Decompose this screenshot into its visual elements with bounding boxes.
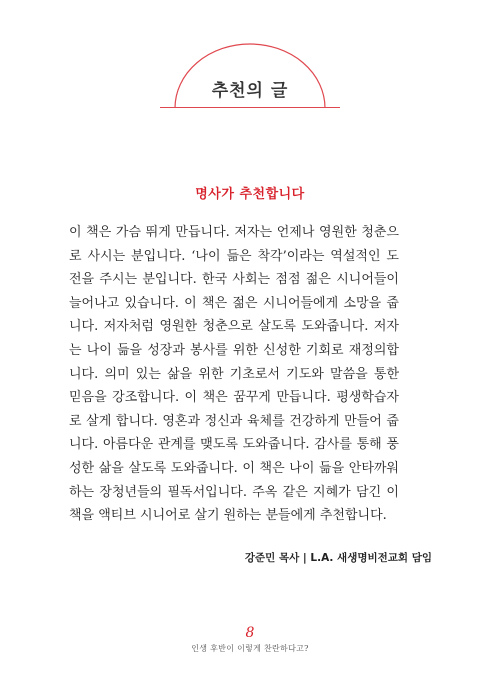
recommendation-body: 이 책은 가슴 뛰게 만듭니다. 저자는 언제나 영원한 청춘으로 사시는 분입니다. ‘나이 듦은 착각’이라는 역설적인 도전을 주시는 분입니다. 한국 사회는 점점 젊은 시니어들이 늘어나고 있습니다. 이 책은 젊은 시니어들에게 소망을 줍니다. 저자처럼 영원한 청춘으로 살도록 도와줍니다. 저자는 나이 듦을 성장과 봉사를 위한 신성한 기회로 재정의합니다. 의미 있는 삶을 위한 기초로서 기도와 말씀을 통한 믿음을 강조합니다. 이 책은 꿈꾸게 만듭니다. 평생학습자로 살게 합니다. 영혼과 정신과 육체를 건강하게 만들어 줍니다. 아름다운 관계를 맺도록 도와줍니다. 감사를 통해 풍성한 삶을 살도록 도와줍니다. 이 책은 나이 듦을 안타까워하는 장청년들의 필독서입니다. 주옥 같은 지혜가 담긴 이 책을 액티브 시니어로 살기 원하는 분들에게 추천합니다.	[69, 225, 399, 524]
section-title: 추천의 글	[211, 81, 289, 101]
header-divider	[160, 107, 340, 108]
author-signature: 강준민 목사 | L.A. 새생명비전교회 담임	[244, 552, 432, 564]
page-number: 8	[245, 625, 255, 641]
running-footer-book-title: 인생 후반이 이렇게 찬란하다고?	[191, 644, 309, 653]
recommendation-heading: 명사가 추천합니다	[195, 187, 305, 202]
